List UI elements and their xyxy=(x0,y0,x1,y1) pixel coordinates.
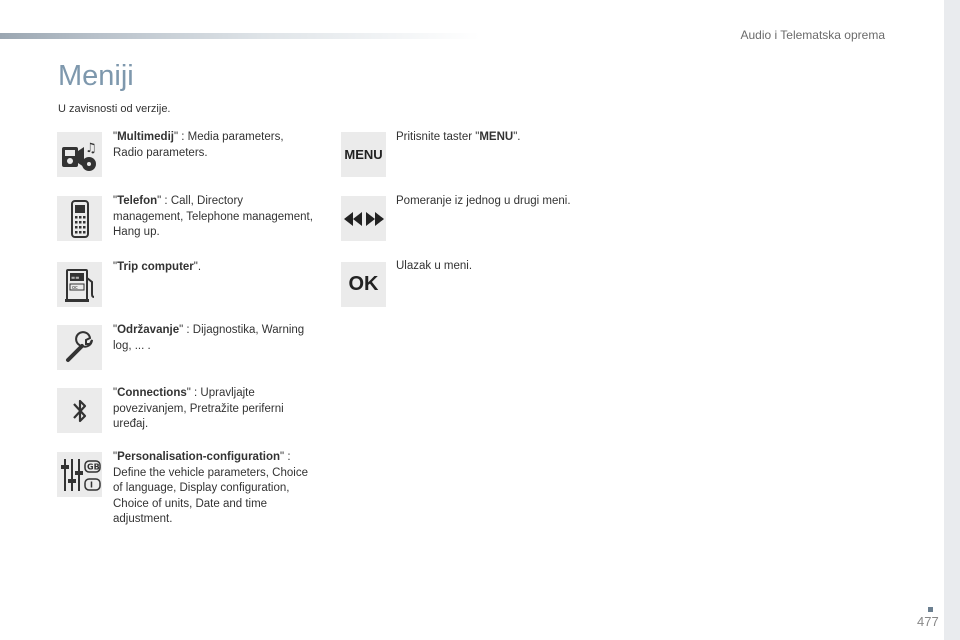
ok-key-desc: Ulazak u meni. xyxy=(396,260,473,272)
menu-item-odrzavanje: "Održavanje" : Dijagnostika, Warning log, ... . xyxy=(113,324,305,352)
ok-key xyxy=(341,262,386,307)
menu-item-multimedia: "Multimedij" : Media parameters, Radio parameters. xyxy=(113,131,284,159)
svg-text:≡≡: ≡≡ xyxy=(70,275,79,281)
settings-sliders-icon xyxy=(57,452,102,497)
menu-item-personalisation: "Personalisation-configuration" : Define the vehicle parameters, Choice of language, Display configuration, Choice of units, Date and time adjustment. xyxy=(113,451,308,525)
svg-text:oc: oc xyxy=(71,284,78,291)
arrows-key-desc: Pomeranje iz jednog u drugi meni. xyxy=(396,195,571,207)
multimedia-icon xyxy=(57,132,102,177)
wrench-icon xyxy=(57,325,102,370)
right-edge-strip xyxy=(944,0,960,640)
svg-text:GB: GB xyxy=(86,462,100,471)
prev-next-arrows-icon xyxy=(344,211,384,227)
fuel-pump-icon xyxy=(57,262,102,307)
bluetooth-icon xyxy=(57,388,102,433)
header-rule xyxy=(0,33,480,39)
svg-text:I: I xyxy=(89,480,93,489)
section-header: Audio i Telematska oprema xyxy=(740,28,885,42)
ok-key-label: OK xyxy=(348,273,379,295)
menu-item-telefon: "Telefon" : Call, Directory management, Telephone management, Hang up. xyxy=(113,195,313,238)
arrows-key xyxy=(341,196,386,241)
menu-key-label: MENU xyxy=(344,147,383,162)
menu-key xyxy=(341,132,386,177)
page-title: Meniji xyxy=(58,60,134,92)
menu-item-connections: "Connections" : Upravljajte povezivanjem, Pretražite periferni uređaj. xyxy=(113,387,284,430)
intro-text: U zavisnosti od verzije. xyxy=(58,103,171,115)
page-marker xyxy=(928,607,933,612)
menu-key-desc: Pritisnite taster "MENU". xyxy=(396,131,521,143)
menu-item-trip-computer: "Trip computer". xyxy=(113,261,202,273)
svg-text:♫: ♫ xyxy=(84,140,97,156)
phone-icon xyxy=(57,196,102,241)
page-number: 477 xyxy=(917,614,939,629)
